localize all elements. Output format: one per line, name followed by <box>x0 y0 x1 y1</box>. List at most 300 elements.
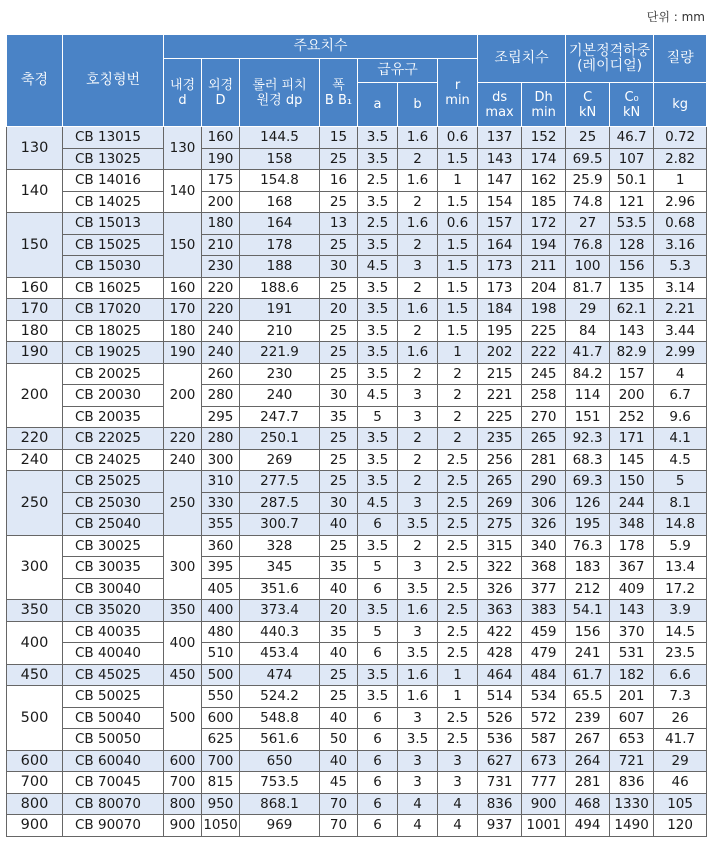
lube-a: 5 <box>358 406 398 428</box>
outer-diameter: 500 <box>202 664 240 686</box>
dh-min: 204 <box>522 277 566 299</box>
pitch-diameter: 650 <box>240 750 320 772</box>
lube-b: 3 <box>398 406 438 428</box>
lube-b: 3 <box>398 621 438 643</box>
c0-rating: 156 <box>610 256 654 278</box>
inner-diameter: 170 <box>164 299 202 321</box>
outer-diameter: 395 <box>202 557 240 579</box>
width: 40 <box>320 578 358 600</box>
c-rating: 267 <box>566 729 610 751</box>
inner-diameter: 300 <box>164 535 202 600</box>
mass: 8.1 <box>654 492 707 514</box>
dh-min: 265 <box>522 428 566 450</box>
width: 25 <box>320 535 358 557</box>
inner-diameter: 900 <box>164 815 202 837</box>
shaft-diameter: 190 <box>7 342 63 364</box>
c-rating: 29 <box>566 299 610 321</box>
c-rating: 494 <box>566 815 610 837</box>
lube-b: 1.6 <box>398 686 438 708</box>
r-min: 1.5 <box>438 234 478 256</box>
shaft-diameter: 450 <box>7 664 63 686</box>
ds-max: 315 <box>478 535 522 557</box>
shaft-diameter: 900 <box>7 815 63 837</box>
mass: 14.8 <box>654 514 707 536</box>
lube-b: 2 <box>398 363 438 385</box>
lube-b: 4 <box>398 793 438 815</box>
c-rating: 65.5 <box>566 686 610 708</box>
model-number: CB 25030 <box>63 492 164 514</box>
lube-b: 1.6 <box>398 342 438 364</box>
lube-a: 6 <box>358 707 398 729</box>
pitch-diameter: 168 <box>240 191 320 213</box>
table-row <box>7 299 707 321</box>
r-min: 2 <box>438 363 478 385</box>
lube-a: 6 <box>358 772 398 794</box>
table-row <box>7 170 707 192</box>
inner-diameter: 400 <box>164 621 202 664</box>
ds-max: 428 <box>478 643 522 665</box>
header-ds <box>478 83 522 127</box>
ds-max: 326 <box>478 578 522 600</box>
pitch-diameter: 524.2 <box>240 686 320 708</box>
bearing-spec-table <box>6 34 707 837</box>
header-lube: 급유구 <box>358 59 438 83</box>
table-row <box>7 535 707 557</box>
r-min: 2.5 <box>438 729 478 751</box>
inner-diameter: 160 <box>164 277 202 299</box>
header-rating <box>566 35 654 83</box>
width: 35 <box>320 621 358 643</box>
model-number: CB 25025 <box>63 471 164 493</box>
table-row <box>7 127 707 149</box>
lube-b: 1.6 <box>398 127 438 149</box>
table-row <box>7 363 707 385</box>
ds-max: 221 <box>478 385 522 407</box>
lube-b: 3 <box>398 492 438 514</box>
r-min: 1 <box>438 664 478 686</box>
mass: 13.4 <box>654 557 707 579</box>
pitch-diameter: 188 <box>240 256 320 278</box>
shaft-diameter: 240 <box>7 449 63 471</box>
width: 25 <box>320 664 358 686</box>
shaft-diameter: 160 <box>7 277 63 299</box>
mass: 3.14 <box>654 277 707 299</box>
spec-table-body <box>7 127 707 837</box>
header-inner-symbol: d <box>178 92 187 108</box>
shaft-diameter: 300 <box>7 535 63 600</box>
shaft-diameter: 500 <box>7 686 63 751</box>
header-dh-line1: Dh <box>534 89 553 105</box>
dh-min: 245 <box>522 363 566 385</box>
shaft-diameter: 220 <box>7 428 63 450</box>
lube-a: 3.5 <box>358 127 398 149</box>
pitch-diameter: 351.6 <box>240 578 320 600</box>
table-row <box>7 514 707 536</box>
r-min: 2.5 <box>438 535 478 557</box>
ds-max: 836 <box>478 793 522 815</box>
outer-diameter: 625 <box>202 729 240 751</box>
lube-b: 3 <box>398 256 438 278</box>
r-min: 2.5 <box>438 492 478 514</box>
r-min: 2.5 <box>438 643 478 665</box>
r-min: 2.5 <box>438 621 478 643</box>
c-rating: 81.7 <box>566 277 610 299</box>
header-width <box>320 59 358 127</box>
width: 30 <box>320 256 358 278</box>
c-rating: 25.9 <box>566 170 610 192</box>
ds-max: 215 <box>478 363 522 385</box>
pitch-diameter: 154.8 <box>240 170 320 192</box>
lube-b: 2 <box>398 191 438 213</box>
lube-a: 3.5 <box>358 428 398 450</box>
lube-a: 3.5 <box>358 191 398 213</box>
model-number: CB 15013 <box>63 213 164 235</box>
pitch-diameter: 561.6 <box>240 729 320 751</box>
shaft-diameter: 140 <box>7 170 63 213</box>
pitch-diameter: 247.7 <box>240 406 320 428</box>
c-rating: 25 <box>566 127 610 149</box>
dh-min: 484 <box>522 664 566 686</box>
r-min: 1.5 <box>438 256 478 278</box>
model-number: CB 50040 <box>63 707 164 729</box>
lube-a: 3.5 <box>358 600 398 622</box>
table-row <box>7 815 707 837</box>
header-mass-unit: kg <box>654 83 707 127</box>
c0-rating: 143 <box>610 320 654 342</box>
table-row <box>7 342 707 364</box>
header-c <box>566 83 610 127</box>
lube-a: 3.5 <box>358 234 398 256</box>
lube-b: 3.5 <box>398 643 438 665</box>
model-number: CB 50050 <box>63 729 164 751</box>
mass: 2.99 <box>654 342 707 364</box>
dh-min: 211 <box>522 256 566 278</box>
pitch-diameter: 345 <box>240 557 320 579</box>
c0-rating: 607 <box>610 707 654 729</box>
width: 25 <box>320 686 358 708</box>
mass: 5.3 <box>654 256 707 278</box>
outer-diameter: 400 <box>202 600 240 622</box>
header-inner-label: 내경 <box>169 77 196 93</box>
header-ds-line2: max <box>485 104 514 120</box>
outer-diameter: 600 <box>202 707 240 729</box>
ds-max: 363 <box>478 600 522 622</box>
mass: 105 <box>654 793 707 815</box>
lube-b: 3 <box>398 772 438 794</box>
c0-rating: 1330 <box>610 793 654 815</box>
lube-b: 3 <box>398 385 438 407</box>
c-rating: 74.8 <box>566 191 610 213</box>
unit-label: 단위 : mm <box>646 10 705 24</box>
pitch-diameter: 158 <box>240 148 320 170</box>
ds-max: 184 <box>478 299 522 321</box>
r-min: 4 <box>438 815 478 837</box>
header-pitch-line2: 원경 dp <box>256 92 303 108</box>
outer-diameter: 815 <box>202 772 240 794</box>
inner-diameter: 800 <box>164 793 202 815</box>
width: 70 <box>320 815 358 837</box>
ds-max: 422 <box>478 621 522 643</box>
header-c0-line2: kN <box>622 104 641 120</box>
c0-rating: 157 <box>610 363 654 385</box>
table-row <box>7 600 707 622</box>
lube-b: 3 <box>398 707 438 729</box>
dh-min: 368 <box>522 557 566 579</box>
ds-max: 464 <box>478 664 522 686</box>
shaft-diameter: 350 <box>7 600 63 622</box>
dh-min: 222 <box>522 342 566 364</box>
c0-rating: 370 <box>610 621 654 643</box>
model-number: CB 24025 <box>63 449 164 471</box>
header-rating-line2: (레이디얼) <box>577 57 643 74</box>
c-rating: 41.7 <box>566 342 610 364</box>
lube-a: 3.5 <box>358 148 398 170</box>
table-row <box>7 449 707 471</box>
dh-min: 281 <box>522 449 566 471</box>
model-number: CB 90070 <box>63 815 164 837</box>
c0-rating: 178 <box>610 535 654 557</box>
inner-diameter: 220 <box>164 428 202 450</box>
lube-a: 3.5 <box>358 686 398 708</box>
lube-a: 3.5 <box>358 449 398 471</box>
ds-max: 235 <box>478 428 522 450</box>
dh-min: 162 <box>522 170 566 192</box>
lube-a: 3.5 <box>358 664 398 686</box>
lube-a: 2.5 <box>358 170 398 192</box>
lube-b: 3.5 <box>398 729 438 751</box>
mass: 120 <box>654 815 707 837</box>
header-dh-line2: min <box>531 104 556 120</box>
lube-a: 6 <box>358 815 398 837</box>
width: 70 <box>320 793 358 815</box>
ds-max: 269 <box>478 492 522 514</box>
dh-min: 198 <box>522 299 566 321</box>
model-number: CB 17020 <box>63 299 164 321</box>
lube-a: 3.5 <box>358 320 398 342</box>
header-width-symbol: B B₁ <box>324 92 353 108</box>
shaft-diameter: 170 <box>7 299 63 321</box>
ds-max: 157 <box>478 213 522 235</box>
model-number: CB 30040 <box>63 578 164 600</box>
c0-rating: 531 <box>610 643 654 665</box>
model-number: CB 50025 <box>63 686 164 708</box>
c-rating: 212 <box>566 578 610 600</box>
model-number: CB 19025 <box>63 342 164 364</box>
ds-max: 137 <box>478 127 522 149</box>
lube-b: 3 <box>398 557 438 579</box>
model-number: CB 30025 <box>63 535 164 557</box>
lube-a: 4.5 <box>358 492 398 514</box>
inner-diameter: 150 <box>164 213 202 278</box>
lube-b: 2 <box>398 320 438 342</box>
pitch-diameter: 474 <box>240 664 320 686</box>
outer-diameter: 405 <box>202 578 240 600</box>
outer-diameter: 330 <box>202 492 240 514</box>
lube-b: 1.6 <box>398 170 438 192</box>
table-row <box>7 729 707 751</box>
table-row <box>7 750 707 772</box>
lube-b: 2 <box>398 535 438 557</box>
header-pitch <box>240 59 320 127</box>
outer-diameter: 160 <box>202 127 240 149</box>
outer-diameter: 700 <box>202 750 240 772</box>
header-r-line1: r <box>454 77 461 93</box>
shaft-diameter: 250 <box>7 471 63 536</box>
c-rating: 156 <box>566 621 610 643</box>
pitch-diameter: 300.7 <box>240 514 320 536</box>
pitch-diameter: 191 <box>240 299 320 321</box>
ds-max: 154 <box>478 191 522 213</box>
header-ds-line1: ds <box>492 89 508 105</box>
lube-a: 2.5 <box>358 213 398 235</box>
c0-rating: 171 <box>610 428 654 450</box>
r-min: 1 <box>438 686 478 708</box>
model-number: CB 13015 <box>63 127 164 149</box>
width: 25 <box>320 471 358 493</box>
width: 25 <box>320 148 358 170</box>
table-row <box>7 772 707 794</box>
c-rating: 239 <box>566 707 610 729</box>
r-min: 2 <box>438 385 478 407</box>
c-rating: 151 <box>566 406 610 428</box>
outer-diameter: 295 <box>202 406 240 428</box>
width: 25 <box>320 234 358 256</box>
lube-b: 2 <box>398 471 438 493</box>
ds-max: 937 <box>478 815 522 837</box>
ds-max: 526 <box>478 707 522 729</box>
ds-max: 173 <box>478 277 522 299</box>
c0-rating: 244 <box>610 492 654 514</box>
outer-diameter: 950 <box>202 793 240 815</box>
lube-b: 3.5 <box>398 578 438 600</box>
pitch-diameter: 277.5 <box>240 471 320 493</box>
model-number: CB 16025 <box>63 277 164 299</box>
outer-diameter: 200 <box>202 191 240 213</box>
c0-rating: 62.1 <box>610 299 654 321</box>
dh-min: 587 <box>522 729 566 751</box>
shaft-diameter: 600 <box>7 750 63 772</box>
r-min: 2.5 <box>438 471 478 493</box>
pitch-diameter: 969 <box>240 815 320 837</box>
width: 45 <box>320 772 358 794</box>
c-rating: 126 <box>566 492 610 514</box>
r-min: 1 <box>438 342 478 364</box>
r-min: 1.5 <box>438 191 478 213</box>
ds-max: 164 <box>478 234 522 256</box>
c-rating: 92.3 <box>566 428 610 450</box>
c-rating: 61.7 <box>566 664 610 686</box>
header-outer-symbol: D <box>215 92 226 108</box>
lube-a: 3.5 <box>358 535 398 557</box>
c0-rating: 50.1 <box>610 170 654 192</box>
outer-diameter: 300 <box>202 449 240 471</box>
inner-diameter: 200 <box>164 363 202 428</box>
pitch-diameter: 210 <box>240 320 320 342</box>
table-row <box>7 707 707 729</box>
pitch-diameter: 164 <box>240 213 320 235</box>
width: 40 <box>320 707 358 729</box>
lube-b: 1.6 <box>398 213 438 235</box>
header-r <box>438 59 478 127</box>
mass: 3.16 <box>654 234 707 256</box>
dh-min: 572 <box>522 707 566 729</box>
model-number: CB 15030 <box>63 256 164 278</box>
r-min: 4 <box>438 793 478 815</box>
c0-rating: 82.9 <box>610 342 654 364</box>
width: 25 <box>320 363 358 385</box>
dh-min: 225 <box>522 320 566 342</box>
pitch-diameter: 221.9 <box>240 342 320 364</box>
header-main-dims: 주요치수 <box>164 35 478 59</box>
mass: 9.6 <box>654 406 707 428</box>
ds-max: 627 <box>478 750 522 772</box>
dh-min: 340 <box>522 535 566 557</box>
width: 25 <box>320 449 358 471</box>
header-pitch-line1: 롤러 피치 <box>252 77 307 93</box>
c-rating: 183 <box>566 557 610 579</box>
pitch-diameter: 250.1 <box>240 428 320 450</box>
outer-diameter: 210 <box>202 234 240 256</box>
outer-diameter: 230 <box>202 256 240 278</box>
shaft-diameter: 150 <box>7 213 63 278</box>
table-row <box>7 686 707 708</box>
ds-max: 256 <box>478 449 522 471</box>
header-width-label: 폭 <box>332 77 345 93</box>
header-outer-label: 외경 <box>207 77 234 93</box>
dh-min: 270 <box>522 406 566 428</box>
ds-max: 147 <box>478 170 522 192</box>
model-number: CB 35020 <box>63 600 164 622</box>
table-row <box>7 256 707 278</box>
table-row <box>7 428 707 450</box>
dh-min: 673 <box>522 750 566 772</box>
mass: 2.96 <box>654 191 707 213</box>
lube-a: 3.5 <box>358 277 398 299</box>
ds-max: 202 <box>478 342 522 364</box>
inner-diameter: 500 <box>164 686 202 751</box>
c-rating: 281 <box>566 772 610 794</box>
dh-min: 185 <box>522 191 566 213</box>
pitch-diameter: 269 <box>240 449 320 471</box>
mass: 14.5 <box>654 621 707 643</box>
width: 40 <box>320 514 358 536</box>
c0-rating: 46.7 <box>610 127 654 149</box>
width: 25 <box>320 342 358 364</box>
outer-diameter: 220 <box>202 277 240 299</box>
header-shaft: 축경 <box>7 35 63 127</box>
dh-min: 1001 <box>522 815 566 837</box>
width: 25 <box>320 191 358 213</box>
dh-min: 459 <box>522 621 566 643</box>
dh-min: 306 <box>522 492 566 514</box>
lube-b: 3.5 <box>398 514 438 536</box>
outer-diameter: 1050 <box>202 815 240 837</box>
model-number: CB 40035 <box>63 621 164 643</box>
header-mass: 질량 <box>654 35 707 83</box>
dh-min: 900 <box>522 793 566 815</box>
outer-diameter: 480 <box>202 621 240 643</box>
r-min: 1.5 <box>438 320 478 342</box>
lube-a: 6 <box>358 514 398 536</box>
mass: 23.5 <box>654 643 707 665</box>
table-row <box>7 385 707 407</box>
mass: 29 <box>654 750 707 772</box>
r-min: 1 <box>438 170 478 192</box>
c-rating: 27 <box>566 213 610 235</box>
c0-rating: 121 <box>610 191 654 213</box>
dh-min: 290 <box>522 471 566 493</box>
r-min: 1.5 <box>438 148 478 170</box>
